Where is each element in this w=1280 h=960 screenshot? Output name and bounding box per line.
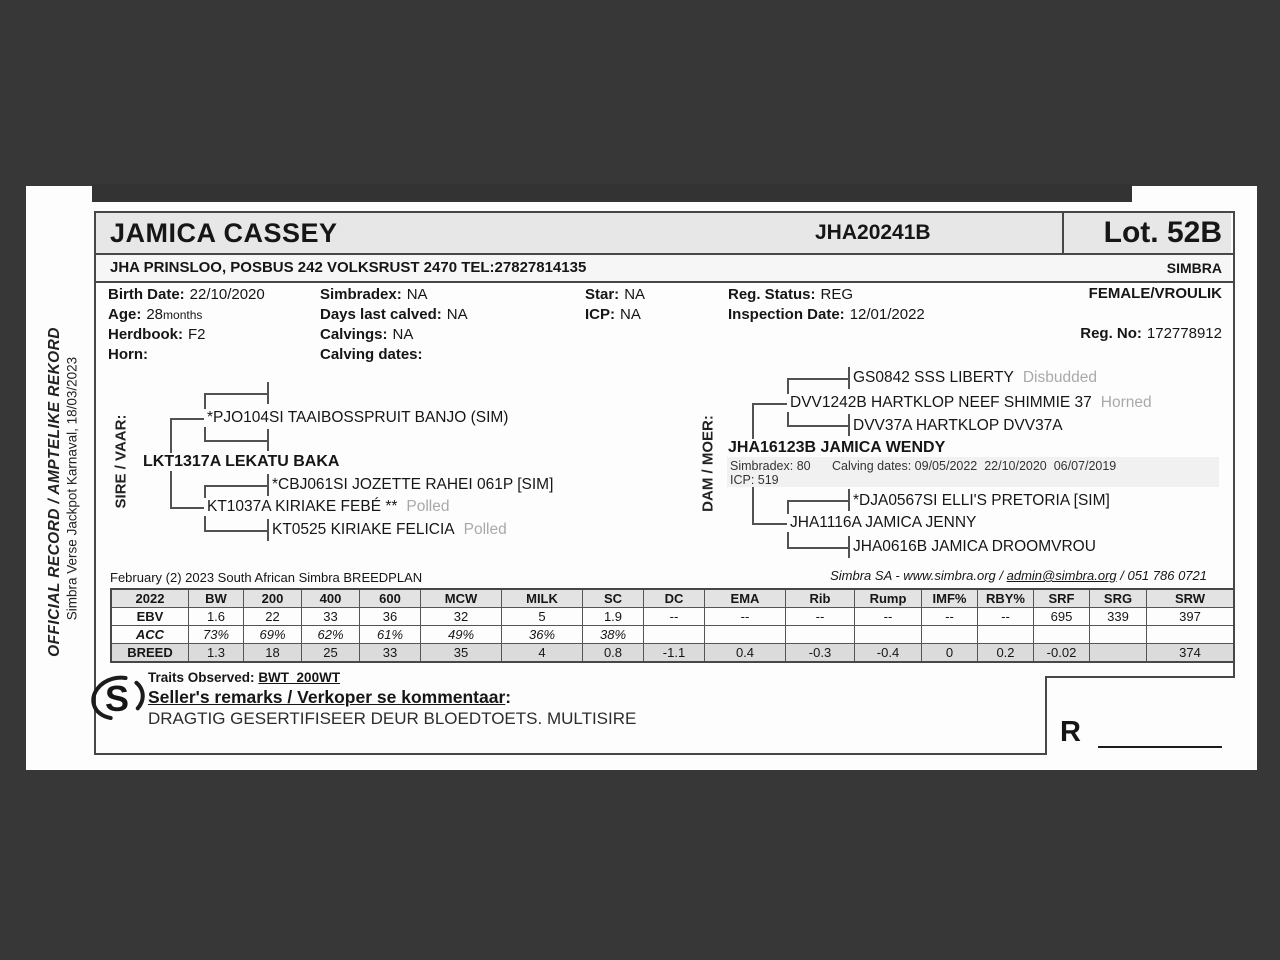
ebv-cell: 5 — [502, 608, 583, 626]
ebv-cell: 36 — [360, 608, 421, 626]
pedigree-connector — [267, 429, 269, 451]
ebv-cell — [855, 626, 922, 644]
ebv-cell: 73% — [189, 626, 244, 644]
ebv-row-ebv — [111, 608, 1234, 626]
field-label: Birth Date: — [108, 286, 185, 303]
ebv-column-header: BW — [189, 589, 244, 608]
pedigree-connector — [204, 393, 268, 395]
ebv-cell: 32 — [421, 608, 502, 626]
pedigree-connector — [752, 523, 787, 525]
field-value: NA — [392, 326, 414, 343]
ebv-cell: 374 — [1147, 644, 1235, 663]
sire-branch-label: SIRE / VAAR: — [112, 414, 130, 509]
seller-remarks-text: DRAGTIG GESERTIFISEER DEUR BLOEDTOETS. MULTISIRE — [148, 709, 637, 728]
pedigree-dam — [725, 439, 948, 457]
pedigree-dam-sire — [787, 394, 1155, 412]
field-value: 172778912 — [1146, 325, 1222, 342]
ebv-column-header: SRG — [1090, 589, 1147, 608]
ebv-cell — [978, 626, 1034, 644]
field-label: Herdbook: — [108, 326, 183, 343]
field-value: 12/01/2022 — [849, 306, 925, 323]
ebv-column-header: 400 — [302, 589, 360, 608]
ebv-cell: 25 — [302, 644, 360, 663]
dam-icp: ICP: 519 — [730, 473, 779, 487]
pedigree-connector — [787, 547, 849, 549]
field-horn — [108, 346, 153, 364]
official-record-vertical-label: OFFICIAL RECORD / AMPTELIKE REKORD — [46, 327, 63, 657]
dam-info-band — [727, 457, 1219, 487]
ebv-cell: 0.4 — [705, 644, 786, 663]
field-value: 22/10/2020 — [189, 286, 265, 303]
ebv-row-label: ACC — [111, 626, 189, 644]
pedigree-sire-dam-dam — [269, 521, 510, 539]
ebv-cell: 38% — [583, 626, 644, 644]
horn-status-tag: Disbudded — [1022, 369, 1097, 386]
ebv-cell: 4 — [502, 644, 583, 663]
pedigree-connector — [787, 425, 849, 427]
ebv-table — [110, 588, 1235, 663]
field-value: NA — [446, 306, 468, 323]
ebv-cell — [1090, 644, 1147, 663]
field-label: Reg. Status: — [728, 286, 816, 303]
ebv-cell: 33 — [302, 608, 360, 626]
ebv-cell — [922, 626, 978, 644]
field-label: Age: — [108, 306, 142, 323]
dam-branch-label: DAM / MOER: — [699, 415, 717, 512]
ebv-row-label: EBV — [111, 608, 189, 626]
ebv-column-header: 2022 — [111, 589, 189, 608]
ebv-cell — [1034, 626, 1090, 644]
animal-id: *DJA0567SI ELLI'S PRETORIA [SIM] — [853, 492, 1110, 509]
field-calving-dates — [320, 346, 428, 364]
ebv-cell: 339 — [1090, 608, 1147, 626]
ebv-column-header: MILK — [502, 589, 583, 608]
animal-id: LKT1317A LEKATU BAKA — [143, 453, 340, 470]
field-label: Days last calved: — [320, 306, 442, 323]
ebv-cell: 0.8 — [583, 644, 644, 663]
ebv-cell — [1147, 626, 1235, 644]
ebv-cell: 33 — [360, 644, 421, 663]
field-label: Inspection Date: — [728, 306, 845, 323]
pedigree-sire-dam-sire — [269, 476, 556, 494]
field-icp — [585, 306, 641, 324]
field-birth-date — [108, 286, 265, 304]
scan-dark-strip — [92, 184, 1132, 202]
ebv-cell: -- — [644, 608, 705, 626]
ebv-cell: 0 — [922, 644, 978, 663]
animal-id: DVV37A HARTKLOP DVV37A — [853, 417, 1063, 434]
ebv-cell: -- — [705, 608, 786, 626]
horn-status-tag: Horned — [1100, 394, 1152, 411]
field-label: Simbradex: — [320, 286, 402, 303]
field-value: NA — [620, 306, 641, 323]
pedigree-connector — [170, 418, 204, 420]
ebv-column-header: MCW — [421, 589, 502, 608]
pedigree-dam-dam-dam — [850, 538, 1099, 556]
field-star — [585, 286, 645, 304]
ebv-header-row — [111, 589, 1234, 608]
ebv-column-header: SRW — [1147, 589, 1235, 608]
ebv-row-breed — [111, 644, 1234, 663]
pedigree-dam-sire-sire — [850, 369, 1100, 387]
ebv-row-label: BREED — [111, 644, 189, 663]
field-label: Calving dates: — [320, 346, 423, 363]
pedigree-dam-sire-dam — [850, 417, 1066, 435]
remarks-heading-text: Seller's remarks / Verkoper se kommentaar — [148, 687, 506, 707]
pedigree-sire — [140, 453, 342, 471]
pedigree-connector — [267, 382, 269, 404]
ebv-cell — [786, 626, 855, 644]
animal-id: *CBJ061SI JOZETTE RAHEI 061P [SIM] — [272, 476, 554, 493]
animal-name: JAMICA CASSEY — [110, 218, 338, 248]
ebv-column-header: Rump — [855, 589, 922, 608]
pedigree-connector — [204, 485, 268, 487]
field-label: ICP: — [585, 306, 615, 323]
dam-simbradex: Simbradex: 80 — [730, 459, 811, 473]
ebv-cell: -- — [978, 608, 1034, 626]
card-border-bottom — [94, 753, 1047, 755]
owner-line: JHA PRINSLOO, POSBUS 242 VOLKSRUST 2470 TEL:27827814135 — [110, 259, 587, 276]
field-value: 28 — [146, 306, 164, 323]
ebv-cell — [644, 626, 705, 644]
ebv-cell: -- — [922, 608, 978, 626]
ebv-column-header: 600 — [360, 589, 421, 608]
animal-id: JHA1116A JAMICA JENNY — [790, 514, 977, 531]
ebv-column-header: 200 — [244, 589, 302, 608]
ebv-column-header: IMF% — [922, 589, 978, 608]
pedigree-connector — [752, 403, 787, 405]
owner-bar-underline — [94, 281, 1235, 283]
ebv-cell: -0.3 — [786, 644, 855, 663]
animal-id: JHA16123B JAMICA WENDY — [728, 439, 946, 456]
animal-id: *PJO104SI TAAIBOSSPRUIT BANJO (SIM) — [207, 409, 509, 426]
breedplan-contact — [700, 568, 1207, 583]
lot-number: Lot. 52B — [1103, 216, 1222, 249]
ebv-cell — [705, 626, 786, 644]
field-inspection-date — [728, 306, 925, 324]
contact-text: Simbra SA - www.simbra.org / — [830, 568, 1007, 583]
sex-label: FEMALE/VROULIK — [1088, 285, 1222, 302]
contact-text: / 051 786 0721 — [1116, 568, 1207, 583]
field-reg-status — [728, 286, 853, 304]
ebv-cell: -- — [855, 608, 922, 626]
registration-id: JHA20241B — [815, 221, 931, 244]
seller-remarks-heading — [148, 687, 511, 708]
animal-id: DVV1242B HARTKLOP NEEF SHIMMIE 37 — [790, 394, 1092, 411]
pedigree-connector — [204, 440, 268, 442]
horn-status-tag: Polled — [463, 521, 507, 538]
field-herdbook — [108, 326, 206, 344]
field-simbradex — [320, 286, 428, 304]
ebv-cell: 18 — [244, 644, 302, 663]
field-value-suffix: months — [163, 308, 203, 322]
animal-id: KT0525 KIRIAKE FELICIA — [272, 521, 455, 538]
ebv-cell: 61% — [360, 626, 421, 644]
ebv-column-header: SRF — [1034, 589, 1090, 608]
field-value: REG — [820, 286, 854, 303]
ebv-cell: -0.4 — [855, 644, 922, 663]
breedplan-title: February (2) 2023 South African Simbra BREEDPLAN — [110, 570, 423, 585]
pedigree-dam-dam-sire — [850, 492, 1113, 510]
ebv-cell: -- — [786, 608, 855, 626]
ebv-cell: 1.6 — [189, 608, 244, 626]
ebv-cell: 22 — [244, 608, 302, 626]
card-border-step-h — [1045, 676, 1235, 678]
pedigree-connector — [204, 530, 268, 532]
ebv-column-header: DC — [644, 589, 705, 608]
field-value: F2 — [188, 326, 206, 343]
ebv-row-acc — [111, 626, 1234, 644]
pedigree-connector — [170, 507, 204, 509]
price-currency-label: R — [1060, 716, 1081, 748]
field-label: Reg. No: — [1080, 325, 1142, 342]
ebv-cell: 1.3 — [189, 644, 244, 663]
ebv-cell: 695 — [1034, 608, 1090, 626]
price-blank-line — [1098, 746, 1222, 748]
ebv-cell: 1.9 — [583, 608, 644, 626]
field-label: Calvings: — [320, 326, 388, 343]
traits-observed-line — [148, 670, 340, 685]
ebv-column-header: SC — [583, 589, 644, 608]
ebv-cell — [1090, 626, 1147, 644]
field-label: Star: — [585, 286, 620, 303]
animal-id: KT1037A KIRIAKE FEBÉ ** — [207, 498, 398, 515]
ebv-column-header: RBY% — [978, 589, 1034, 608]
breed-name: SIMBRA — [1166, 260, 1222, 276]
field-reg-no — [1000, 325, 1222, 343]
ebv-column-header: Rib — [786, 589, 855, 608]
traits-value: BWT 200WT — [258, 670, 341, 685]
animal-id: JHA0616B JAMICA DROOMVROU — [853, 538, 1096, 555]
card-border-step-v — [1045, 676, 1047, 755]
logo-letter: S — [104, 678, 130, 719]
animal-id: GS0842 SSS LIBERTY — [853, 369, 1014, 386]
field-age — [108, 306, 202, 324]
field-calvings — [320, 326, 413, 344]
ebv-cell: 36% — [502, 626, 583, 644]
ebv-cell: 397 — [1147, 608, 1235, 626]
traits-label: Traits Observed: — [148, 670, 255, 685]
ebv-cell: 62% — [302, 626, 360, 644]
ebv-column-header: EMA — [705, 589, 786, 608]
ebv-cell: 0.2 — [978, 644, 1034, 663]
pedigree-dam-dam — [787, 514, 979, 532]
horn-status-tag: Polled — [406, 498, 450, 515]
event-vertical-label: Simbra Verse Jackpot Karnaval, 18/03/2023 — [64, 356, 80, 621]
pedigree-connector — [787, 500, 849, 502]
ebv-cell: -1.1 — [644, 644, 705, 663]
ebv-cell: 35 — [421, 644, 502, 663]
remarks-heading-colon: : — [505, 687, 512, 707]
contact-email: admin@simbra.org — [1006, 568, 1117, 583]
pedigree-connector — [787, 378, 849, 380]
pedigree-sire-sire — [204, 409, 511, 427]
simbra-s-logo-icon — [90, 666, 146, 730]
ebv-cell: 69% — [244, 626, 302, 644]
field-value: NA — [624, 286, 646, 303]
ebv-cell: 49% — [421, 626, 502, 644]
pedigree-sire-dam — [204, 498, 453, 516]
field-value: NA — [406, 286, 428, 303]
ebv-cell: -0.02 — [1034, 644, 1090, 663]
dam-calving-dates: Calving dates: 09/05/2022 22/10/2020 06/07/2019 — [832, 459, 1117, 473]
field-label: Horn: — [108, 346, 148, 363]
field-days-last-calved — [320, 306, 468, 324]
